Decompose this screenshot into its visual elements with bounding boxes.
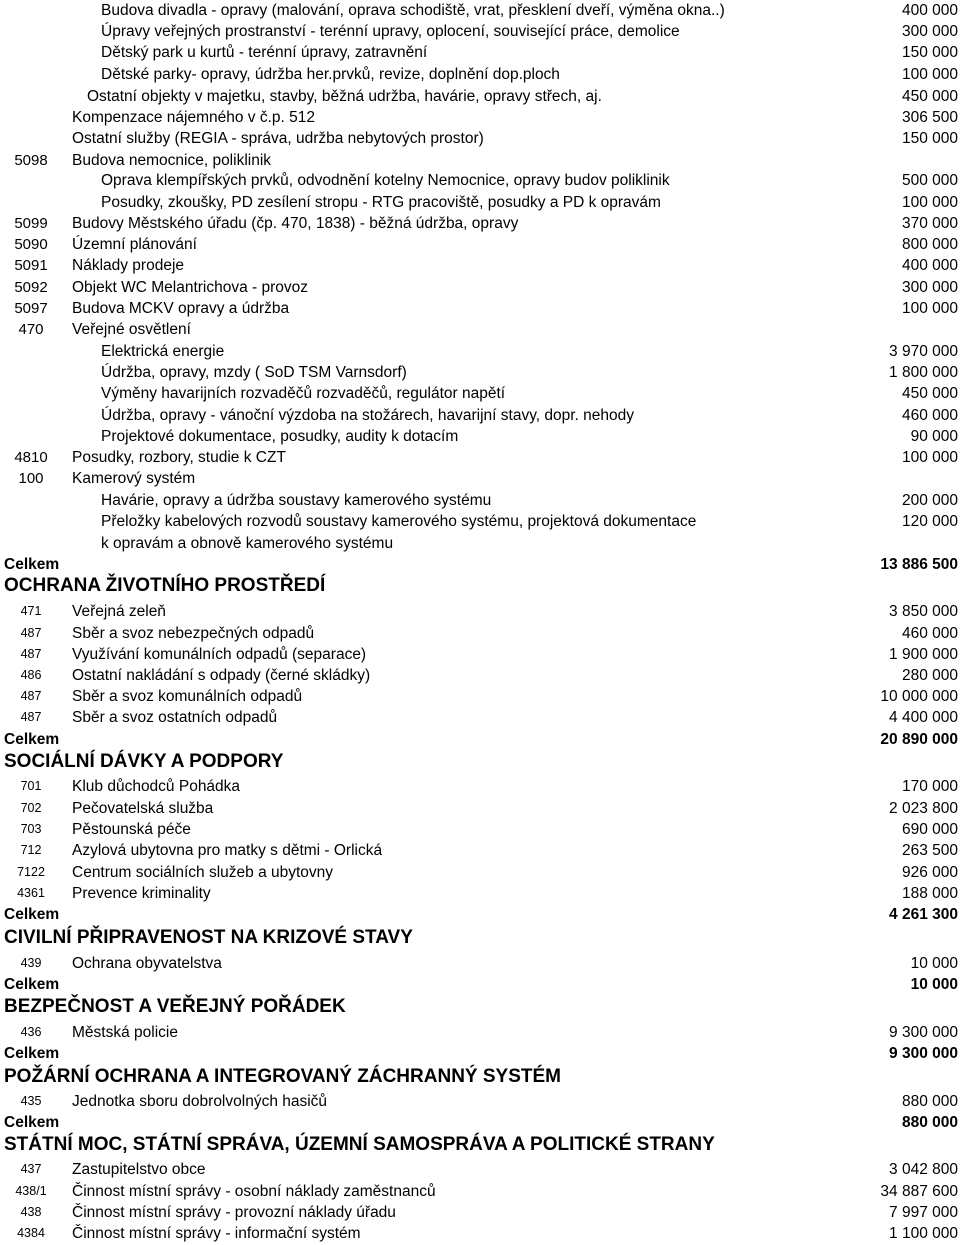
row-amount: 10 000 [910,955,958,972]
budget-row [0,21,960,42]
total-amount: 13 886 500 [880,556,958,573]
row-code: 4361 [17,886,45,900]
total-amount: 9 300 000 [889,1045,958,1062]
budget-row [0,776,960,797]
budget-row [0,1091,960,1112]
row-code: 4384 [17,1226,45,1240]
row-code: 5090 [14,236,48,253]
budget-row [0,601,960,622]
row-label: Havárie, opravy a údržba soustavy kamerového systému [101,492,492,509]
row-label: Oprava klempířských prvků, odvodnění kotelny Nemocnice, opravy budov poliklinik [101,172,670,189]
budget-row [0,405,960,426]
budget-row [0,1159,960,1180]
row-code: 701 [20,779,42,793]
section-heading: OCHRANA ŽIVOTNÍHO PROSTŘEDÍ [4,575,326,596]
row-label: Přeložky kabelových rozvodů soustavy kamerového systému, projektová dokumentace [101,513,697,530]
row-label: Úpravy veřejných prostranství - terénní upravy, oplocení, související práce, demolice [101,23,680,40]
row-label: Činnost místní správy - informační systém [72,1225,361,1242]
row-label: Ostatní nakládání s odpady (černé skládky) [72,667,371,684]
row-code: 439 [20,956,42,970]
row-amount: 200 000 [901,492,958,509]
row-label: Dětské parky- opravy, údržba her.prvků, revize, doplnění dop.ploch [101,66,560,83]
budget-row [0,511,960,532]
row-amount: 400 000 [901,2,958,19]
budget-row [0,644,960,665]
row-amount: 306 500 [901,109,958,126]
budget-row [0,383,960,404]
budget-row [0,319,960,340]
row-label: k opravám a obnově kamerového systému [101,535,394,552]
row-label: Náklady prodeje [72,257,185,274]
row-label: Posudky, zkoušky, PD zesílení stropu - RTG pracoviště, posudky a PD k opravám [101,194,661,211]
row-code: 470 [18,321,44,338]
section-heading: POŽÁRNÍ OCHRANA A INTEGROVANÝ ZÁCHRANNÝ SYSTÉM [4,1066,561,1087]
row-label: Elektrická energie [101,343,225,360]
row-code: 702 [20,801,42,815]
row-amount: 188 000 [901,885,958,902]
budget-row [0,64,960,85]
row-amount: 300 000 [901,23,958,40]
row-amount: 880 000 [901,1093,958,1110]
row-amount: 2 023 800 [889,800,958,817]
row-amount: 120 000 [901,513,958,530]
row-label: Budova MCKV opravy a údržba [72,300,290,317]
row-label: Územní plánování [72,236,197,253]
row-code: 100 [18,470,44,487]
row-code: 487 [20,689,42,703]
row-code: 486 [20,668,42,682]
row-amount: 34 887 600 [880,1183,958,1200]
row-label: Sběr a svoz nebezpečných odpadů [72,625,315,642]
row-label: Ostatní služby (REGIA - správa, udržba nebytových prostor) [72,130,484,147]
budget-row [0,86,960,107]
row-amount: 460 000 [901,407,958,424]
row-amount: 100 000 [901,194,958,211]
row-label: Výměny havarijních rozvaděčů rozvaděčů, regulátor napětí [101,385,506,402]
total-row [0,904,960,925]
total-label: Celkem [4,1045,60,1062]
budget-row [0,1181,960,1202]
row-label: Posudky, rozbory, studie k CZT [72,449,286,466]
budget-row [0,277,960,298]
row-label: Prevence kriminality [72,885,211,902]
row-amount: 460 000 [901,625,958,642]
budget-row [0,623,960,644]
budget-row [0,42,960,63]
row-label: Sběr a svoz ostatních odpadů [72,709,278,726]
row-code: 7122 [17,865,45,879]
budget-row [0,490,960,511]
budget-row [0,362,960,383]
row-code: 5098 [14,152,48,169]
row-label: Dětský park u kurtů - terénní úpravy, zatravnění [101,44,428,61]
row-label: Sběr a svoz komunálních odpadů [72,688,303,705]
row-code: 438/1 [15,1184,47,1198]
row-label: Údržba, opravy - vánoční výzdoba na stožárech, havarijní stavy, dopr. nehody [101,407,635,424]
budget-row [0,707,960,728]
section-heading: STÁTNÍ MOC, STÁTNÍ SPRÁVA, ÚZEMNÍ SAMOSPRÁVA A POLITICKÉ STRANY [4,1134,715,1155]
row-amount: 450 000 [901,88,958,105]
row-amount: 90 000 [910,428,958,445]
row-label: Veřejné osvětlení [72,321,191,338]
row-label: Veřejná zeleň [72,603,166,620]
row-label: Pěstounská péče [72,821,191,838]
row-label: Objekt WC Melantrichova - provoz [72,279,309,296]
budget-row [0,862,960,883]
row-amount: 450 000 [901,385,958,402]
budget-row [0,883,960,904]
row-label: Ostatní objekty v majetku, stavby, běžná udržba, havárie, opravy střech, aj. [87,88,602,105]
row-code: 5091 [14,257,48,274]
budget-row [0,426,960,447]
row-amount: 150 000 [901,44,958,61]
section-heading: BEZPEČNOST A VEŘEJNÝ POŘÁDEK [4,996,346,1017]
total-row [0,554,960,575]
budget-row [0,447,960,468]
row-amount: 300 000 [901,279,958,296]
row-amount: 100 000 [901,66,958,83]
row-code: 436 [20,1025,42,1039]
row-amount: 1 100 000 [889,1225,958,1242]
total-row [0,974,960,995]
row-label: Zastupitelstvo obce [72,1161,206,1178]
row-label: Azylová ubytovna pro matky s dětmi - Orlická [72,842,383,859]
budget-row [0,533,960,554]
row-amount: 150 000 [901,130,958,147]
total-amount: 20 890 000 [880,731,958,748]
total-label: Celkem [4,556,60,573]
row-amount: 800 000 [901,236,958,253]
total-label: Celkem [4,1114,60,1131]
row-amount: 3 970 000 [889,343,958,360]
budget-row [0,686,960,707]
row-amount: 4 400 000 [889,709,958,726]
total-amount: 880 000 [901,1114,958,1131]
row-amount: 7 997 000 [889,1204,958,1221]
budget-row [0,1202,960,1223]
budget-row [0,192,960,213]
row-code: 703 [20,822,42,836]
row-amount: 690 000 [901,821,958,838]
row-amount: 1 900 000 [889,646,958,663]
budget-row [0,150,960,171]
total-row [0,1112,960,1133]
row-code: 487 [20,710,42,724]
row-label: Kamerový systém [72,470,196,487]
total-label: Celkem [4,731,60,748]
budget-row [0,341,960,362]
row-amount: 400 000 [901,257,958,274]
row-code: 435 [20,1094,42,1108]
budget-row [0,0,960,21]
budget-row [0,953,960,974]
total-label: Celkem [4,976,60,993]
row-amount: 10 000 000 [880,688,958,705]
budget-row [0,298,960,319]
budget-row [0,665,960,686]
row-label: Činnost místní správy - osobní náklady zaměstnanců [72,1183,436,1200]
row-amount: 263 500 [901,842,958,859]
row-label: Ochrana obyvatelstva [72,955,222,972]
row-label: Budovy Městského úřadu (čp. 470, 1838) - běžná údržba, opravy [72,215,519,232]
row-label: Městská policie [72,1024,178,1041]
row-label: Využívání komunálních odpadů (separace) [72,646,367,663]
budget-row [0,170,960,191]
row-code: 471 [20,604,42,618]
row-code: 5097 [14,300,48,317]
row-label: Projektové dokumentace, posudky, audity k dotacím [101,428,459,445]
row-label: Pečovatelská služba [72,800,214,817]
row-code: 4810 [14,449,48,466]
total-amount: 4 261 300 [889,906,958,923]
section-heading: CIVILNÍ PŘIPRAVENOST NA KRIZOVÉ STAVY [4,927,413,948]
row-code: 487 [20,626,42,640]
row-code: 438 [20,1205,42,1219]
row-label: Centrum sociálních služeb a ubytovny [72,864,334,881]
budget-row [0,107,960,128]
row-amount: 926 000 [901,864,958,881]
row-label: Klub důchodců Pohádka [72,778,241,795]
row-code: 5092 [14,279,48,296]
total-row [0,729,960,750]
budget-row [0,213,960,234]
budget-row [0,255,960,276]
row-amount: 100 000 [901,449,958,466]
budget-row [0,819,960,840]
row-amount: 500 000 [901,172,958,189]
row-label: Činnost místní správy - provozní náklady úřadu [72,1204,396,1221]
row-label: Kompenzace nájemného v č.p. 512 [72,109,315,126]
budget-row [0,128,960,149]
section-heading: SOCIÁLNÍ DÁVKY A PODPORY [4,751,284,772]
row-code: 487 [20,647,42,661]
row-amount: 280 000 [901,667,958,684]
budget-row [0,468,960,489]
budget-row [0,798,960,819]
total-amount: 10 000 [910,976,958,993]
row-code: 712 [20,843,42,857]
budget-row [0,840,960,861]
budget-row [0,1223,960,1244]
total-label: Celkem [4,906,60,923]
total-row [0,1043,960,1064]
row-amount: 170 000 [901,778,958,795]
row-label: Budova divadla - opravy (malování, oprava schodiště, vrat, přesklení dveří, výměna okna..) [101,2,725,19]
row-amount: 3 850 000 [889,603,958,620]
budget-row [0,234,960,255]
budget-row [0,1022,960,1043]
row-amount: 9 300 000 [889,1024,958,1041]
row-label: Údržba, opravy, mzdy ( SoD TSM Varnsdorf) [101,364,407,381]
row-code: 5099 [14,215,48,232]
row-amount: 3 042 800 [889,1161,958,1178]
row-label: Jednotka sboru dobrolvolných hasičů [72,1093,328,1110]
row-amount: 100 000 [901,300,958,317]
row-amount: 1 800 000 [889,364,958,381]
row-code: 437 [20,1162,42,1176]
row-amount: 370 000 [901,215,958,232]
row-label: Budova nemocnice, poliklinik [72,152,272,169]
